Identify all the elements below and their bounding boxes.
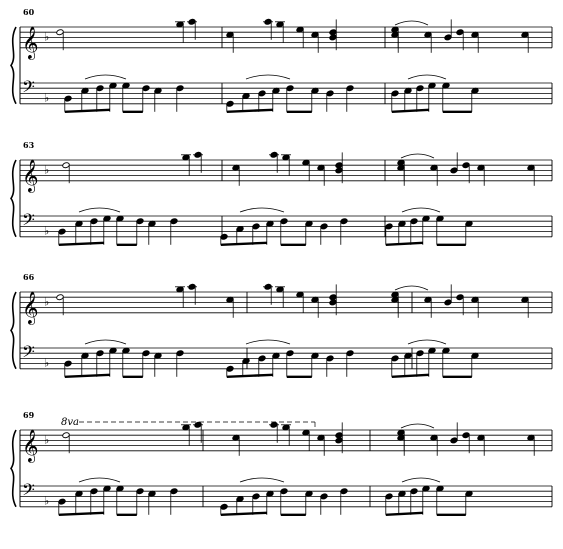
- beam: [386, 513, 423, 515]
- bass-clef-icon: 𝄢: [22, 479, 35, 504]
- slur: [246, 340, 290, 344]
- system-2: [11, 140, 552, 245]
- beam: [392, 110, 429, 112]
- treble-staff: [20, 160, 552, 181]
- flat-icon: ♭: [44, 224, 50, 238]
- slur: [85, 340, 126, 344]
- beam: [392, 375, 429, 377]
- treble-clef-icon: 𝄞: [22, 428, 39, 462]
- measure-number: 66: [23, 272, 35, 282]
- slur: [240, 208, 284, 212]
- treble-clef-icon: 𝄞: [22, 158, 39, 192]
- flat-icon: ♭: [44, 295, 50, 309]
- flat-icon: ♭: [44, 30, 50, 44]
- measure-number: 63: [23, 140, 35, 150]
- beam: [227, 375, 273, 377]
- beam: [65, 110, 110, 112]
- flat-icon: ♭: [44, 494, 50, 508]
- treble-staff: [20, 430, 552, 451]
- beam: [221, 243, 267, 245]
- system-1: [11, 7, 552, 112]
- system-4: [11, 410, 552, 515]
- brace: [11, 292, 16, 369]
- slur: [408, 75, 446, 79]
- tie: [401, 424, 434, 428]
- brace: [11, 430, 16, 507]
- beam: [386, 243, 423, 245]
- slur: [79, 478, 120, 482]
- ottava-marking: 8va: [61, 417, 79, 428]
- beam: [59, 243, 104, 245]
- beam: [59, 513, 104, 515]
- slur: [79, 208, 120, 212]
- flat-icon: ♭: [44, 433, 50, 447]
- flat-icon: ♭: [44, 163, 50, 177]
- slur: [240, 478, 284, 482]
- tie: [395, 286, 428, 290]
- slur: [246, 75, 290, 79]
- treble-staff: [20, 292, 552, 313]
- tie: [401, 154, 434, 158]
- slur: [402, 208, 440, 212]
- brace: [11, 27, 16, 104]
- brace: [11, 160, 16, 237]
- flat-icon: ♭: [44, 356, 50, 370]
- measure-number: 69: [23, 410, 35, 420]
- flat-icon: ♭: [44, 91, 50, 105]
- bass-clef-icon: 𝄢: [22, 76, 35, 101]
- treble-clef-icon: 𝄞: [22, 290, 39, 324]
- system-3: [11, 272, 552, 377]
- beam: [227, 110, 273, 112]
- measure-number: 60: [23, 7, 35, 17]
- beam: [221, 513, 267, 515]
- treble-clef-icon: 𝄞: [22, 25, 39, 59]
- slur: [408, 340, 446, 344]
- slur: [402, 478, 440, 482]
- bass-clef-icon: 𝄢: [22, 209, 35, 234]
- slur: [85, 75, 126, 79]
- tie: [395, 21, 428, 25]
- bass-clef-icon: 𝄢: [22, 341, 35, 366]
- treble-staff: [20, 27, 552, 48]
- beam: [65, 375, 110, 377]
